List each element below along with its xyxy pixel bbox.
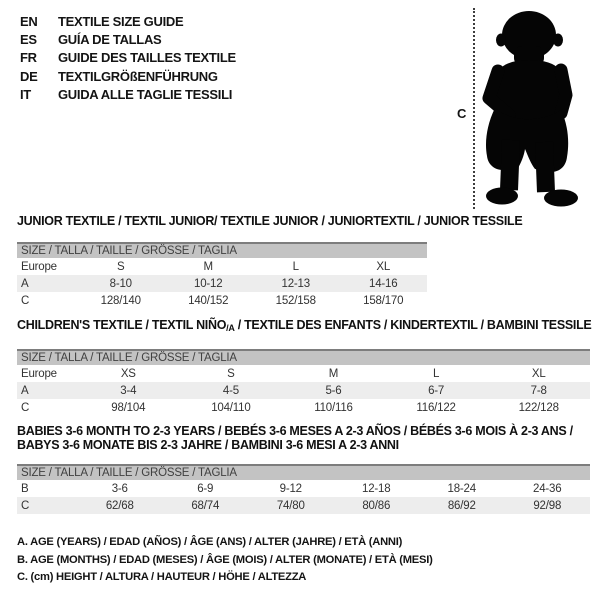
language-label: TEXTILE SIZE GUIDE <box>58 13 184 29</box>
junior-size-table <box>17 242 427 309</box>
babies-title-line-2: BABYS 3-6 MONATE BIS 2-3 JAHRE / BAMBINI 3-6 MESI A 2-3 ANNI <box>17 438 399 452</box>
size-header-label: SIZE / TALLA / TAILLE / GRÖSSE / TAGLIA <box>17 350 590 365</box>
children-textile-section <box>17 318 590 416</box>
size-header-bar <box>17 350 590 365</box>
size-header-bar <box>17 243 427 258</box>
table-row-europe: Europe XS S M L XL <box>21 367 546 380</box>
language-title-list <box>20 12 236 104</box>
language-row-it <box>20 86 236 104</box>
toddler-silhouette-icon <box>481 10 585 207</box>
table-row-age: A 3-4 4-5 5-6 6-7 7-8 <box>17 382 590 399</box>
language-code: EN <box>20 13 38 29</box>
size-header-label: SIZE / TALLA / TAILLE / GRÖSSE / TAGLIA <box>17 243 427 258</box>
legend-footnotes <box>17 534 433 587</box>
footnote-age-months: B. AGE (MONTHS) / EDAD (MESES) / ÂGE (MOIS) / ALTER (MONATE) / ETÀ (MESI) <box>17 553 433 566</box>
table-row-age: A 8-10 10-12 12-13 14-16 <box>17 275 427 292</box>
babies-textile-section <box>17 424 590 514</box>
children-section-title <box>17 318 590 335</box>
height-measure-figure <box>455 6 590 212</box>
table-row-height: C 98/104 104/110 110/116 116/122 122/128 <box>21 401 559 414</box>
height-dotted-line <box>473 8 475 209</box>
footnote-age-years: A. AGE (YEARS) / EDAD (AÑOS) / ÂGE (ANS) / ALTER (JAHRE) / ETÀ (ANNI) <box>17 536 403 548</box>
table-row-height: C 128/140 140/152 152/158 158/170 <box>21 294 404 307</box>
children-title-post: / TEXTILE DES ENFANTS / KINDERTEXTIL / BAMBINI TESSILE <box>234 318 592 332</box>
language-label: GUÍA DE TALLAS <box>58 32 162 48</box>
table-row-height: C 62/68 68/74 74/80 80/86 86/92 92/98 <box>17 497 590 514</box>
junior-textile-section <box>17 214 523 309</box>
language-code: ES <box>20 32 37 48</box>
junior-section-title: JUNIOR TEXTILE / TEXTIL JUNIOR/ TEXTILE JUNIOR / JUNIORTEXTIL / JUNIOR TESSILE <box>17 214 523 228</box>
language-row-fr <box>20 49 236 67</box>
table-row-age-months: B 3-6 6-9 9-12 12-18 18-24 24-36 <box>21 482 562 495</box>
footnote-height: C. (cm) HEIGHT / ALTURA / HAUTEUR / HÖHE / ALTEZZA <box>17 571 307 583</box>
language-code: DE <box>20 68 38 84</box>
language-row-es <box>20 30 236 48</box>
language-code: FR <box>20 50 37 66</box>
children-title-sub: /A <box>226 323 235 333</box>
size-header-label: SIZE / TALLA / TAILLE / GRÖSSE / TAGLIA <box>17 465 590 480</box>
babies-size-table <box>17 464 590 514</box>
language-label: TEXTILGRÖßENFÜHRUNG <box>58 68 218 84</box>
children-title-pre: CHILDREN'S TEXTILE / TEXTIL NIÑO <box>17 318 227 332</box>
babies-section-title <box>17 424 590 452</box>
language-label: GUIDE DES TAILLES TEXTILE <box>58 50 236 66</box>
language-row-en <box>20 12 236 30</box>
size-header-bar <box>17 465 590 480</box>
children-size-table <box>17 349 590 416</box>
height-measure-label: C <box>457 106 467 121</box>
language-row-de <box>20 67 236 85</box>
babies-title-line-1: BABIES 3-6 MONTH TO 2-3 YEARS / BEBÉS 3-6 MESES A 2-3 AÑOS / BÉBÉS 3-6 MOIS À 2-3 ANS / <box>17 424 573 438</box>
language-label: GUIDA ALLE TAGLIE TESSILI <box>58 87 233 103</box>
language-code: IT <box>20 87 31 103</box>
table-row-europe: Europe S M L XL <box>21 260 391 273</box>
